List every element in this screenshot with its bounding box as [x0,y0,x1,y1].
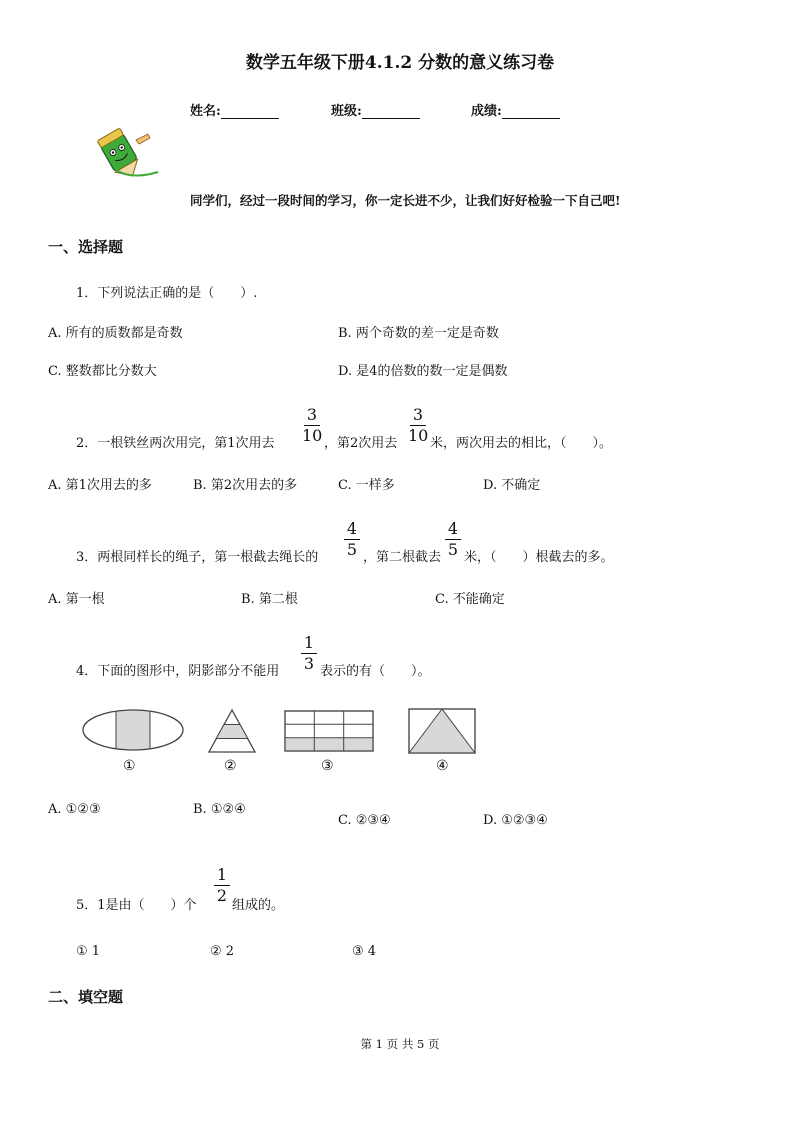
q5-option-2[interactable]: ② 2 [210,944,235,959]
q5-frac-numerator: 1 [216,865,228,884]
class-label: 班级: [331,104,362,119]
q5-fraction [212,866,232,905]
q3-option-c[interactable]: C. 不能确定 [435,592,505,607]
q1-option-c[interactable]: C. 整数都比分数大 [48,364,157,379]
question-2-text-a: 2．一根铁丝两次用完，第1次用去 [76,436,275,451]
q2-option-d[interactable]: D. 不确定 [483,478,541,493]
q5-option-3[interactable]: ③ 4 [352,944,377,959]
page-footer: 第 1 页 共 5 页 [360,1037,440,1051]
question-5-text-b: 组成的。 [232,898,285,913]
q3-frac2-numerator: 4 [447,519,459,538]
q2-fraction-1 [302,406,322,445]
question-3-text-a: 3．两根同样长的绳子，第一根截去绳长的 [76,550,319,565]
name-blank[interactable] [221,105,279,119]
shape-3-label: ③ [321,758,334,774]
pencil-mascot-icon [92,122,162,180]
question-3-text-c: 米，（ ）根截去的多。 [464,550,614,565]
name-label: 姓名: [190,104,221,119]
q2-frac2-numerator: 3 [412,405,424,424]
q1-option-b[interactable]: B. 两个奇数的差一定是奇数 [338,326,499,341]
q2-frac2-denominator: 10 [408,426,429,445]
question-2-text-c: 米，两次用去的相比，（ ）。 [430,436,613,451]
score-field[interactable] [471,100,560,119]
q3-fraction-1 [342,520,362,559]
question-4-text-a: 4．下面的图形中，阴影部分不能用 [76,664,280,679]
shape-1-label: ① [123,758,136,774]
q4-option-b[interactable]: B. ①②④ [193,802,246,817]
shape-4-label: ④ [436,758,449,774]
question-5-text-a: 5．1是由（ ）个 [76,898,197,913]
q3-frac1-numerator: 4 [346,519,358,538]
score-label: 成绩: [471,104,502,119]
class-blank[interactable] [362,105,420,119]
section-heading-fill: 二、填空题 [48,988,124,1006]
question-1-text: 1．下列说法正确的是（ ）. [76,286,258,301]
q5-option-1[interactable]: ① 1 [76,944,101,959]
shape-2-label: ② [224,758,237,774]
score-blank[interactable] [502,105,560,119]
q4-frac-numerator: 1 [303,633,315,652]
q2-option-a[interactable]: A. 第1次用去的多 [48,478,152,493]
q1-option-a[interactable]: A. 所有的质数都是奇数 [48,326,183,341]
q2-option-b[interactable]: B. 第2次用去的多 [193,478,298,493]
q2-frac1-denominator: 10 [302,426,323,445]
section-heading-choice: 一、选择题 [48,238,124,256]
q4-option-a[interactable]: A. ①②③ [48,802,101,817]
q3-fraction-2 [443,520,463,559]
shape-1-ellipse [80,706,190,756]
q3-option-a[interactable]: A. 第一根 [48,592,105,607]
name-field[interactable] [190,100,279,119]
q4-frac-denominator: 3 [303,654,315,673]
q3-frac2-denominator: 5 [447,540,459,559]
q1-option-d[interactable]: D. 是4的倍数的数一定是偶数 [338,364,508,379]
class-field[interactable] [331,100,420,119]
q4-option-d[interactable]: D. ①②③④ [483,813,548,828]
q3-frac1-denominator: 5 [346,540,358,559]
q5-frac-denominator: 2 [216,886,228,905]
question-2-text-b: ，第2次用去 [324,436,398,451]
shape-3-grid [282,708,376,754]
q2-fraction-2 [408,406,428,445]
page-title: 数学五年级下册4.1.2 分数的意义练习卷 [245,53,555,73]
greeting-text: 同学们，经过一段时间的学习，你一定长进不少，让我们好好检验一下自己吧! [190,193,621,208]
q3-option-b[interactable]: B. 第二根 [241,592,298,607]
q4-option-c[interactable]: C. ②③④ [338,813,391,828]
q2-frac1-numerator: 3 [306,405,318,424]
shape-4-square-triangle [405,706,479,756]
question-3-text-b: ，第二根截去 [363,550,442,565]
q2-option-c[interactable]: C. 一样多 [338,478,395,493]
q4-fraction [299,634,319,673]
question-4-text-b: 表示的有（ ）。 [320,664,431,679]
shape-2-triangle [205,706,259,756]
